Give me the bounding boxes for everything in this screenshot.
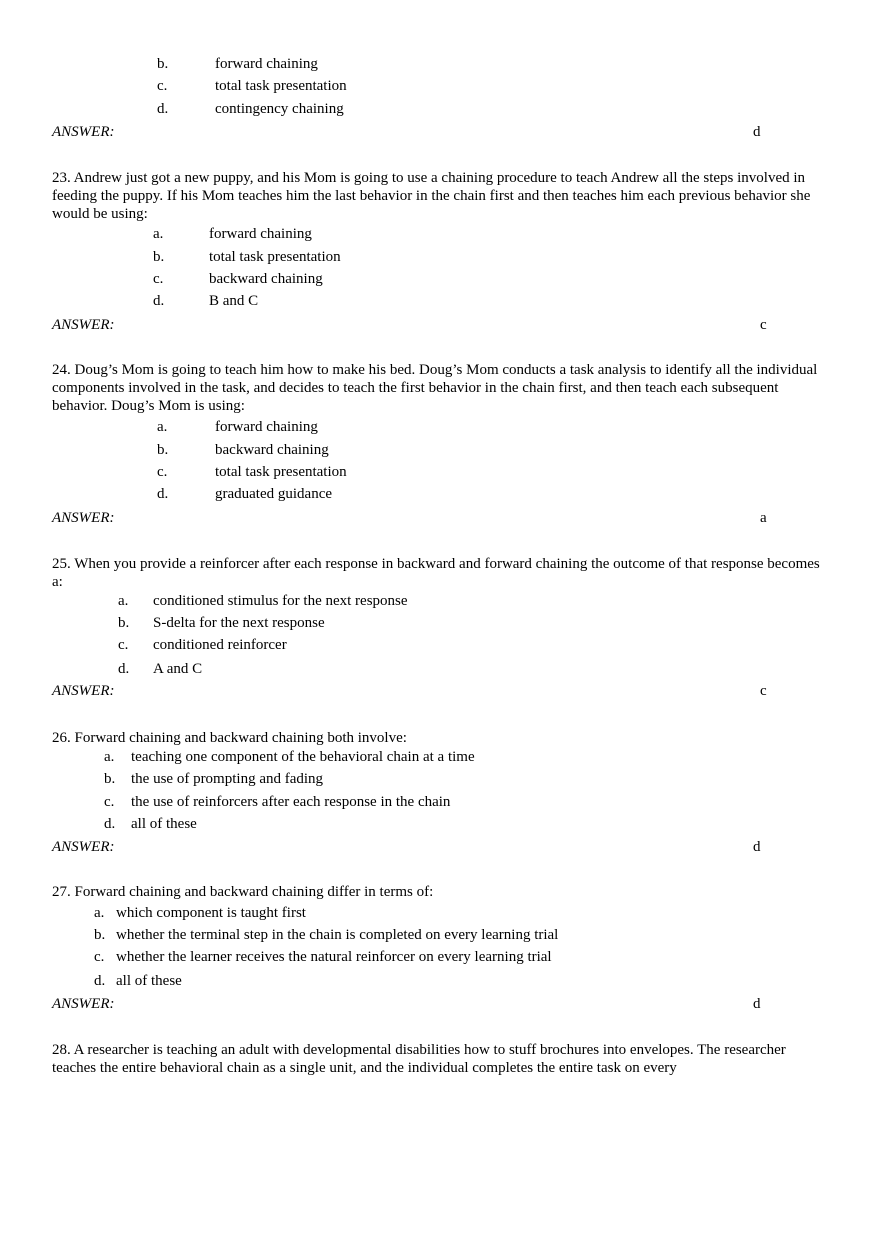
- question-25: 25. When you provide a reinforcer after each response in backward and forward chaining the outcome of that response becomes a:: [52, 556, 820, 590]
- answer-line: ANSWER: d: [52, 124, 761, 140]
- answer-value: c: [760, 317, 767, 333]
- answer-line: ANSWER: d: [52, 839, 761, 855]
- document-page: b. forward chaining c. total task presentation d. contingency chaining ANSWER: d 23. Andrew just got a new puppy, and his Mom is going to use a chaining procedure to teach Andrew all the steps involved in feeding the puppy. If his Mom teaches him the last behavior in the chain first and then teaches him each previous behavior she would be using: a. forward chaining b. total task presentation c. backward chaining d. B and C ANSWER: c 24. Doug’s Mom is going to teach him how to make his bed. Doug’s Mom conducts a task analysis to identify all the individual components involved in the task, and decides to teach the first behavior in the chain first, and then teach each subsequent behavior. Doug’s Mom is using: a. forward chaining b. backward chaining c. total task presentation d. graduated guidance ANSWER: a 25. When you provide a reinforcer after each response in backward and forward chaining the outcome of that response becomes a: a. conditioned stimulus for the next response b. S-delta for the next response c. conditioned reinforcer d. A and C ANSWER: c 26. Forward chaining and backward chaining both involve: a. teaching one component of the behavioral chain at a time b. the use of prompting and fading c. the use of reinforcers after each response in the chain d. all of these ANSWER: d 27. Forward chaining and backward chaining differ in terms of: a. which component is taught first b. whether the terminal step in the chain is completed on every learning trial c. whether the learner receives the natural reinforcer on every learning trial d. all of these ANSWER: d 28. A researcher is teaching an adult with developmental disabilities how to stuff brochures into envelopes. The researcher teaches the entire behavioral chain as a single unit, and the individual completes the entire task on every: [0, 0, 880, 1247]
- question-24: 24. Doug’s Mom is going to teach him how to make his bed. Doug’s Mom conducts a task analysis to identify all the individual components involved in the task, and decides to teach the first behavior in the chain first, and then teach each subsequent behavior. Doug’s Mom is using:: [52, 362, 818, 414]
- answer-value: a: [760, 510, 767, 526]
- question-27: 27. Forward chaining and backward chaining differ in terms of:: [52, 884, 434, 900]
- answer-line: ANSWER: a: [52, 510, 767, 526]
- question-26: 26. Forward chaining and backward chaining both involve:: [52, 730, 407, 746]
- answer-value: d: [753, 124, 761, 140]
- answer-line: ANSWER: c: [52, 683, 767, 699]
- answer-line: ANSWER: d: [52, 996, 761, 1012]
- answer-value: d: [753, 839, 761, 855]
- question-23: 23. Andrew just got a new puppy, and his Mom is going to use a chaining procedure to teach Andrew all the steps involved in feeding the puppy. If his Mom teaches him the last behavior in the chain first and then teaches him each previous behavior she would be using:: [52, 170, 811, 222]
- question-28: 28. A researcher is teaching an adult with developmental disabilities how to stuff brochures into envelopes. The researcher teaches the entire behavioral chain as a single unit, and the individual completes the entire task on every: [52, 1042, 786, 1076]
- answer-value: d: [753, 996, 761, 1012]
- answer-line: ANSWER: c: [52, 317, 767, 333]
- answer-value: c: [760, 683, 767, 699]
